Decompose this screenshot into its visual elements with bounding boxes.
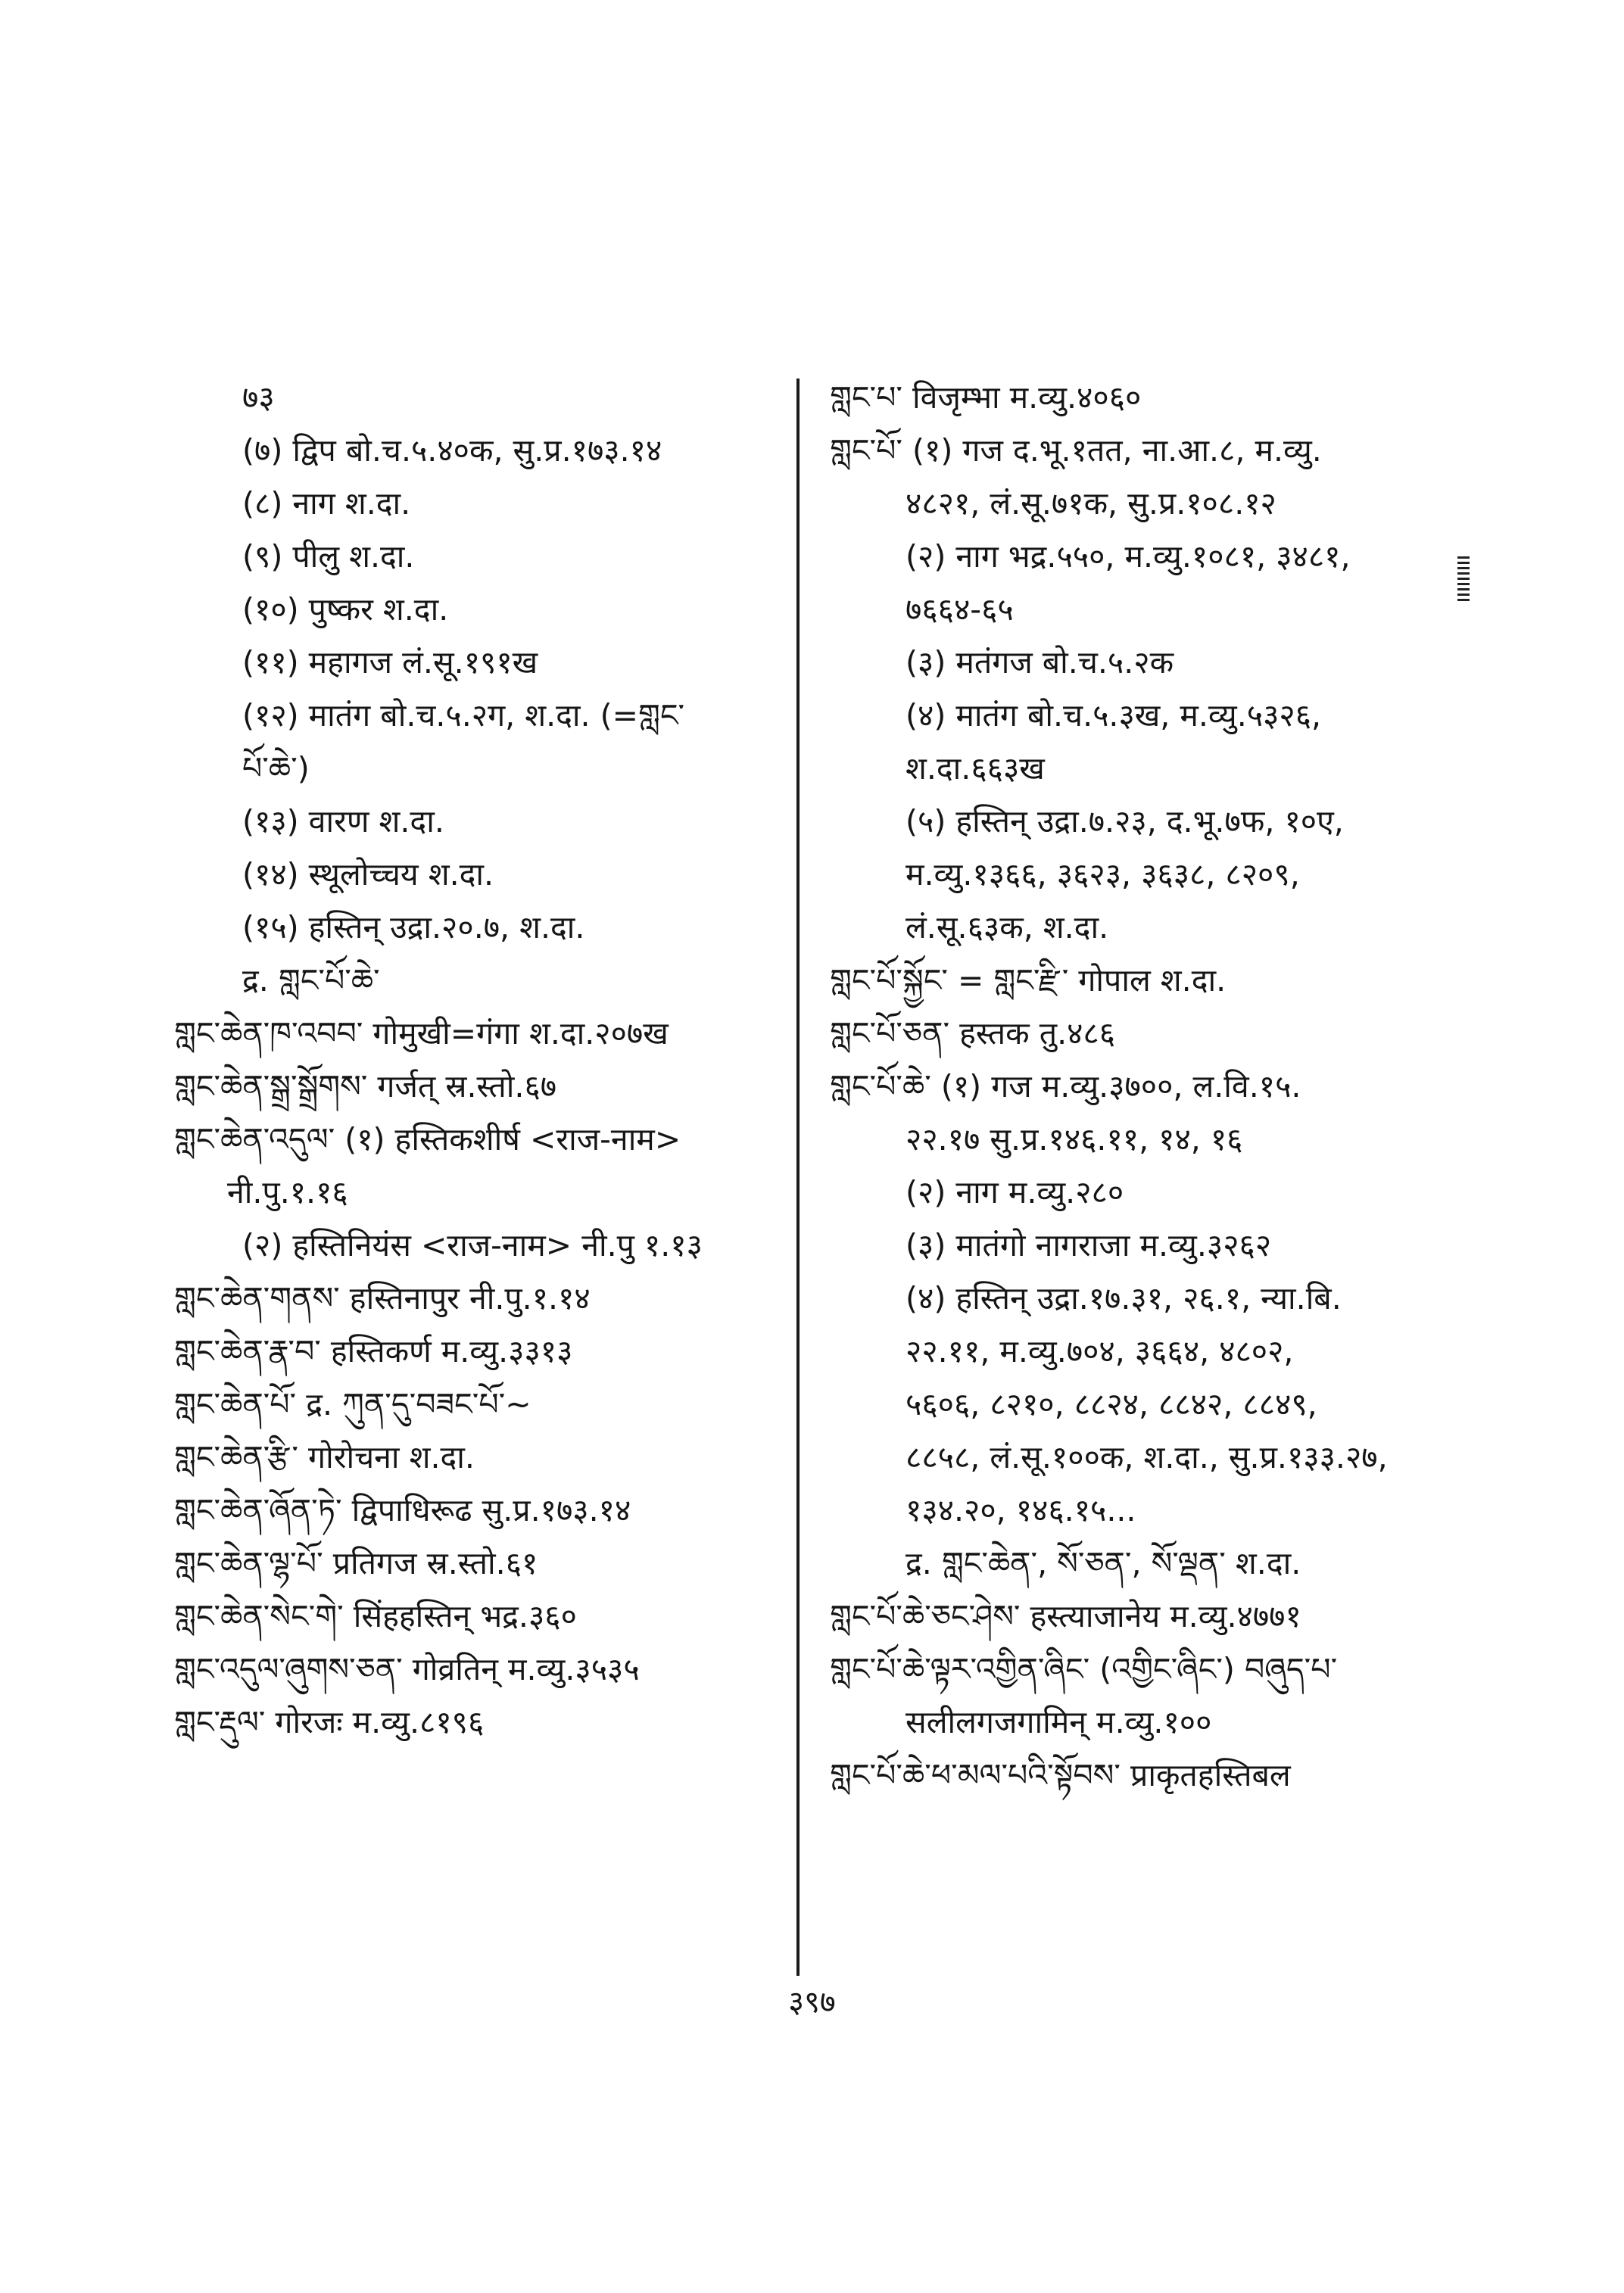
dictionary-line: (१०) पुष्कर श.दा. bbox=[242, 591, 449, 628]
dictionary-line: (१४) स्थूलोच्चय श.दा. bbox=[242, 856, 494, 893]
dictionary-line: लं.सू.६३क, श.दा. bbox=[906, 909, 1109, 946]
dictionary-line: གླང་པོ་ཆེ་ལྟར་འགྱིན་ཞིང་ (འགྱིང་ཞིང་) བཞུད་པ་ bbox=[830, 1651, 1338, 1687]
dictionary-line: म.व्यु.१३६६, ३६२३, ३६३८, ८२०९, bbox=[906, 856, 1300, 893]
dictionary-line: (१३) वारण श.दा. bbox=[242, 803, 444, 840]
dictionary-line: २२.११, म.व्यु.७०४, ३६६४, ४८०२, bbox=[906, 1333, 1294, 1369]
dictionary-line: (१५) हस्तिन् उद्रा.२०.७, श.दा. bbox=[242, 909, 585, 946]
dictionary-line: གླང་ཆེན་སྒྲ་སྒྲོགས་ गर्जत् स्र.स्तो.६७ bbox=[174, 1068, 557, 1104]
dictionary-line: གླང་ཆེན་པོ་ द्र. ཀུན་དུ་བཟང་པོ་~ bbox=[174, 1386, 531, 1422]
dictionary-line: གླང་ཆེན་ཞོན་ཏེ་ द्विपाधिरूढ सु.प्र.१७३.१४ bbox=[174, 1492, 631, 1528]
column-divider bbox=[796, 379, 800, 1976]
dictionary-line: གླང་ཆེན་རྩི་ गोरोचना श.दा. bbox=[174, 1439, 475, 1475]
dictionary-line: (५) हस्तिन् उद्रा.७.२३, द.भू.७फ, १०ए, bbox=[906, 803, 1344, 840]
dictionary-line: ७३ bbox=[242, 379, 275, 416]
dictionary-line: གླང་ཆེན་ཁ་འབབ་ गोमुखी=गंगा श.दा.२०७ख bbox=[174, 1015, 669, 1051]
dictionary-line: གླང་ཆེན་རྣ་བ་ हस्तिकर्ण म.व्यु.३३१३ bbox=[174, 1333, 573, 1369]
dictionary-line: (७) द्विप बो.च.५.४०क, सु.प्र.१७३.१४ bbox=[242, 432, 662, 469]
dictionary-line: པོ་ཆེ་) bbox=[242, 750, 310, 787]
dictionary-line: (८) नाग श.दा. bbox=[242, 485, 411, 522]
dictionary-line: (११) महागज लं.सू.१९१ख bbox=[242, 644, 538, 681]
dictionary-line: (४) हस्तिन् उद्रा.१७.३१, २६.१, न्या.बि. bbox=[906, 1280, 1342, 1316]
dictionary-line: གླང་པོ་ཆེ་ (१) गज म.व्यु.३७००, ल.वि.१५. bbox=[830, 1068, 1301, 1104]
dictionary-line: १३४.२०, १४६.१५... bbox=[906, 1492, 1136, 1528]
dictionary-line: གླང་པོ་སྐྱོང་ = གླང་རྫི་ गोपाल श.दा. bbox=[830, 962, 1227, 999]
dictionary-line: (२) नाग भद्र.५५०, म.व्यु.१०८१, ३४८१, bbox=[906, 538, 1351, 575]
dictionary-line: (३) मातंगो नागराजा म.व्यु.३२६२ bbox=[906, 1227, 1272, 1263]
right-column bbox=[830, 371, 1481, 1802]
dictionary-line: ७६६४-६५ bbox=[906, 591, 1014, 628]
dictionary-line: གླང་པོ་ཆེ་ཕ་མལ་པའི་སྟོབས་ प्राकृतहस्तिबल bbox=[830, 1757, 1291, 1793]
dictionary-line: (२) हस्तिनियंस <राज-नाम> नी.पु १.१३ bbox=[242, 1227, 703, 1263]
dictionary-line: द्र. གླང་ཆེན་, སོ་ཅན་, སོ་ལྡན་ श.दा. bbox=[906, 1545, 1301, 1581]
dictionary-line: ८८५८, लं.सू.१००क, श.दा., सु.प्र.१३३.२७, bbox=[906, 1439, 1388, 1475]
dictionary-line: གླང་འདུལ་ཞུགས་ཅན་ गोव्रतिन् म.व्यु.३५३५ bbox=[174, 1651, 640, 1687]
dictionary-line: ४८२१, लं.सू.७१क, सु.प्र.१०८.१२ bbox=[906, 485, 1276, 522]
dictionary-line: གླང་པ་ विजृम्भा म.व्यु.४०६० bbox=[830, 379, 1142, 416]
dictionary-line: གླང་ཆེན་གནས་ हस्तिनापुर नी.पु.१.१४ bbox=[174, 1280, 591, 1316]
dictionary-line: २२.१७ सु.प्र.१४६.११, १४, १६ bbox=[906, 1121, 1243, 1157]
dictionary-line: (९) पीलु श.दा. bbox=[242, 538, 415, 575]
dictionary-line: नी.पु.१.१६ bbox=[227, 1174, 348, 1210]
dictionary-line: གླང་པོ་ (१) गज द.भू.१तत, ना.आ.८, म.व्यु. bbox=[830, 432, 1322, 469]
dictionary-line: द्र. གླང་པོ་ཆེ་ bbox=[242, 962, 380, 999]
dictionary-line: གླང་པོ་ཅན་ हस्तक तु.४८६ bbox=[830, 1015, 1116, 1051]
dictionary-line: (४) मातंग बो.च.५.३ख, म.व्यु.५३२६, bbox=[906, 697, 1322, 734]
dictionary-line: གླང་ཆེན་འདུལ་ (१) हस्तिकशीर्ष <राज-नाम> bbox=[174, 1121, 681, 1157]
dictionary-line: (३) मतंगज बो.च.५.२क bbox=[906, 644, 1174, 681]
page-number: ३९७ bbox=[788, 1985, 836, 2020]
dictionary-line: (१२) मातंग बो.च.५.२ग, श.दा. (=གླང་ bbox=[242, 697, 685, 734]
dictionary-line: ५६०६, ८२१०, ८८२४, ८८४२, ८८४९, bbox=[906, 1386, 1317, 1422]
dictionary-line: གླང་ཆེན་ལྷ་པོ་ प्रतिगज स्र.स्तो.६१ bbox=[174, 1545, 538, 1581]
dictionary-line: श.दा.६६३ख bbox=[906, 750, 1045, 787]
dictionary-line: གླང་པོ་ཆེ་ཅང་ཤེས་ हस्त्याजानेय म.व्यु.४७७१ bbox=[830, 1598, 1301, 1634]
left-column bbox=[174, 371, 787, 1749]
dictionary-line: (२) नाग म.व्यु.२८० bbox=[906, 1174, 1124, 1210]
dictionary-line: གླང་ཆེན་སེང་གེ་ सिंहहस्तिन् भद्र.३६० bbox=[174, 1598, 577, 1634]
dictionary-line: གླང་རྡུལ་ गोरजः म.व्यु.८१९६ bbox=[174, 1704, 485, 1740]
dictionary-line: सलीलगजगामिन् म.व्यु.१०० bbox=[906, 1704, 1212, 1740]
